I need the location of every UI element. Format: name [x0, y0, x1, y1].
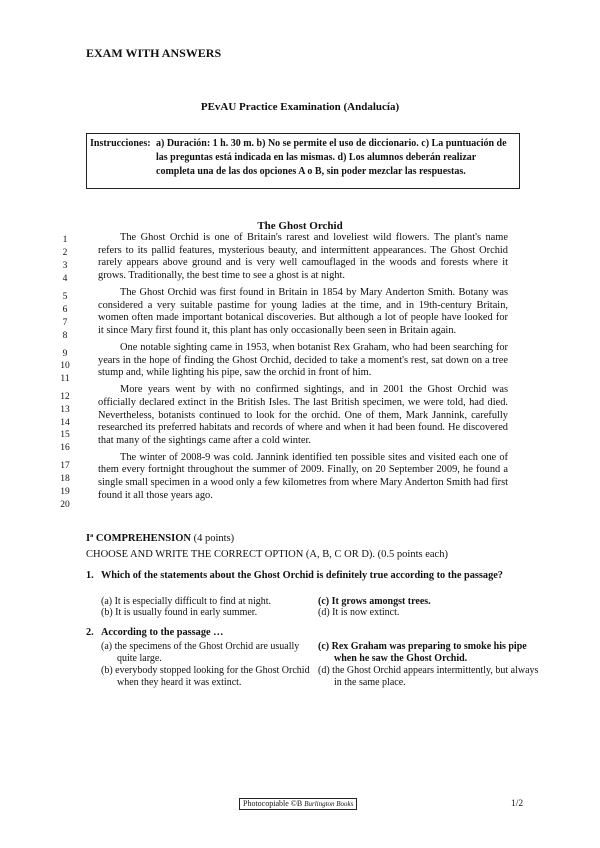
instructions-label: Instrucciones: — [90, 138, 151, 149]
question-text: According to the passage … — [101, 627, 224, 638]
page-heading: EXAM WITH ANSWERS — [86, 46, 222, 60]
line-number: 14 — [60, 418, 70, 428]
line-number: 16 — [60, 443, 70, 453]
option-b: (b) everybody stopped looking for the Ghost Orchid when they heard it was extinct. — [101, 665, 310, 688]
passage-title: The Ghost Orchid — [257, 220, 343, 232]
option-d: (d) the Ghost Orchid appears intermittently, but always in the same place. — [318, 665, 539, 688]
correct-answer: (c) Rex Graham was preparing to smoke his pipe when he saw the Ghost Orchid. — [318, 641, 527, 664]
line-number: 18 — [60, 474, 70, 484]
line-number: 17 — [60, 461, 70, 471]
option-d: (d) It is now extinct. — [318, 607, 400, 618]
question-number: 1. — [86, 570, 94, 581]
option-b: (b) It is usually found in early summer. — [101, 607, 258, 618]
line-number: 12 — [60, 392, 70, 402]
line-number: 5 — [62, 292, 68, 302]
passage-paragraph: The Ghost Orchid is one of Britain's rarest and loveliest wild flowers. The plant's name refers to its pallid features, mysterious beauty, and intermittent appearances. The Ghost Orchid rarely appears above ground and is very well camouflaged in the woods and forests where it grows. Traditionally, the best time to see a ghost is at night. — [98, 232, 508, 281]
copyright-notice — [239, 798, 357, 810]
line-number: 20 — [60, 500, 70, 510]
line-number: 2 — [62, 248, 68, 258]
line-number: 19 — [60, 487, 70, 497]
comprehension-points: (4 points) — [193, 533, 235, 544]
comprehension-instruction: CHOOSE AND WRITE THE CORRECT OPTION (A, B, C OR D). (0.5 points each) — [86, 549, 448, 560]
exam-subtitle: PEvAU Practice Examination (Andalucía) — [200, 101, 400, 113]
question-text: Which of the statements about the Ghost Orchid is definitely true according to the passage? — [101, 570, 503, 581]
option-c — [318, 641, 540, 664]
question-number: 2. — [86, 627, 94, 638]
passage-body — [98, 232, 508, 507]
publisher-name: Burlington Books — [304, 800, 354, 808]
passage-paragraph: The Ghost Orchid was first found in Britain in 1854 by Mary Anderton Smith. Botany was considered a very suitable pastime for young ladies at the time, and in 19th-century Britain, women often made important botanical discoveries. But although a lot of people have looked for it since Mary first found it, this plant has only occasionally been seen in Britain again. — [98, 286, 508, 336]
line-number: 6 — [62, 305, 68, 315]
instructions-text: a) Duración: 1 h. 30 m. b) No se permite el uso de diccionario. c) La puntuación de las preguntas está indicada en las mismas. d) Los alumnos deberán realizar completa una de las dos opciones A o B, sin poder mezclar las respuestas. — [156, 138, 507, 177]
line-number: 9 — [62, 349, 68, 359]
line-number: 8 — [62, 331, 68, 341]
line-number: 15 — [60, 430, 70, 440]
line-number: 11 — [60, 374, 70, 384]
option-a: (a) the specimens of the Ghost Orchid are usually quite large. — [101, 641, 300, 664]
comprehension-title: Iª COMPREHENSION — [86, 533, 191, 544]
line-number: 3 — [62, 261, 68, 271]
line-number: 7 — [62, 318, 68, 328]
passage-paragraph: More years went by with no confirmed sightings, and in 2001 the Ghost Orchid was officially declared extinct in the British Isles. The last British specimen, we were told, had died. Nevertheless, botanists continued to look for the orchid. One of them, Mark Jannink, carefully researched its preferred habitats and records of where and when it had been found. He discovered that many of the sightings came after a cold winter. — [98, 384, 508, 446]
page-number: 1/2 — [511, 799, 524, 809]
option-c — [318, 596, 518, 608]
instructions-box — [86, 133, 520, 189]
copyright-text: Photocopiable ©B — [243, 799, 303, 808]
option-a: (a) It is especially difficult to find at night. — [101, 596, 272, 607]
line-number: 13 — [60, 405, 70, 415]
correct-answer: (c) It grows amongst trees. — [318, 596, 431, 607]
passage-paragraph: One notable sighting came in 1953, when botanist Rex Graham, who had been searching for years in the hope of finding the Ghost Orchid, decided to take a moment's rest, sat down on a tree stump and, while lighting his pipe, saw the orchid in front of him. — [98, 341, 508, 379]
comprehension-heading — [86, 533, 234, 544]
line-number: 1 — [62, 235, 68, 245]
line-number: 10 — [60, 361, 70, 371]
passage-paragraph: The winter of 2008-9 was cold. Jannink identified ten possible sites and visited each one of them every fortnight throughout the summer of 2009. Finally, on 20 September 2009, he found a single small specimen in a wood only a few kilometres from where Mary Anderton Smith had first found it all those years ago. — [98, 451, 508, 501]
line-number: 4 — [62, 274, 68, 284]
